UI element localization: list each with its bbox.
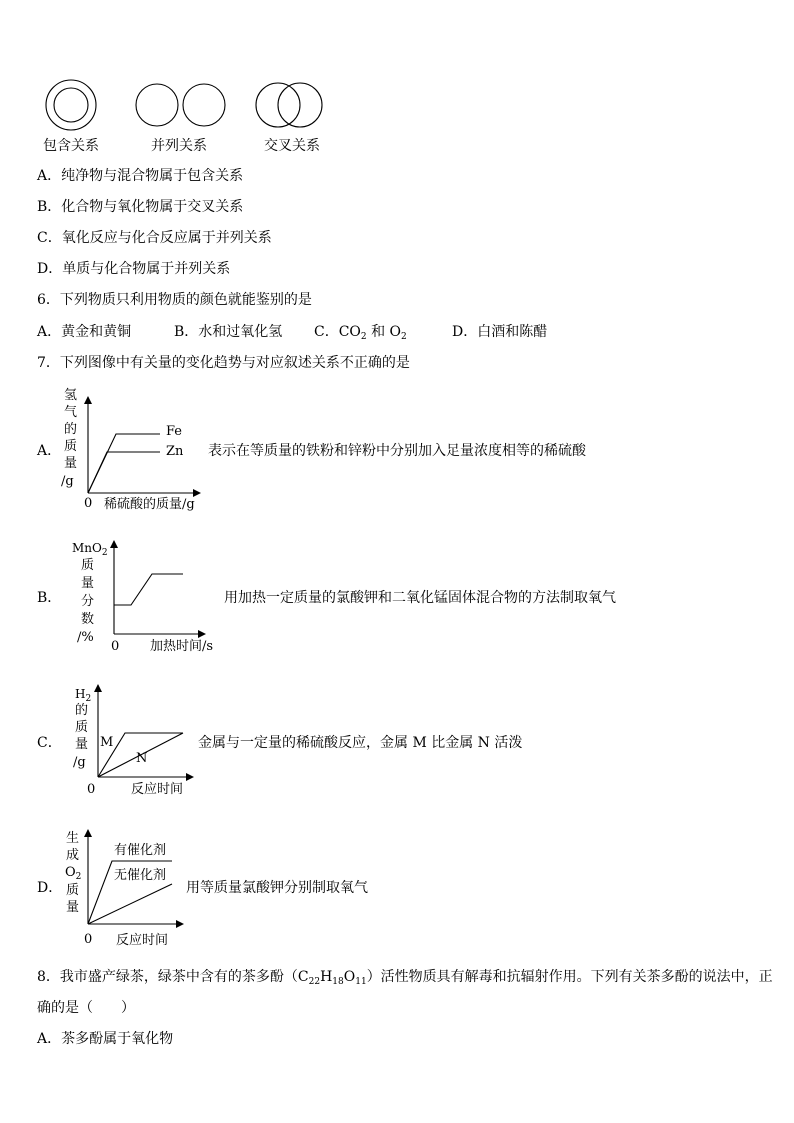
- graph-c-ylabel-4: /g: [73, 755, 86, 770]
- graph-a-ylabel-1: 氢: [64, 388, 78, 403]
- graph-c-origin: 0: [87, 782, 96, 797]
- q7-option-c-letter: C．: [37, 735, 62, 751]
- graph-d-ylabel-1: 生: [66, 831, 80, 846]
- formula-h: H: [320, 969, 333, 985]
- graph-b-origin: 0: [111, 639, 120, 654]
- graph-c-description: 金属与一定量的稀硫酸反应，金属 M 比金属 N 活泼: [198, 735, 523, 751]
- q8-stem-line2: 确的是（ ）: [37, 1000, 135, 1016]
- graph-a-zn-line: [88, 452, 160, 493]
- graph-b-ylabel-1: 质: [81, 558, 95, 573]
- q8-stem-line1: 8．我市盛产绿茶，绿茶中含有的茶多酚$(C_{22}H_{18}O_{11})$活性物质具有解毒和抗辐射作用。下列有关茶多酚的说法中，正: [37, 969, 773, 987]
- graph-d-ylabel-3: 质: [66, 883, 80, 898]
- graph-b-ylabel-2: 量: [81, 576, 95, 591]
- graph-a-ylabel-3: 的: [64, 422, 78, 437]
- formula-h-sub: 18: [332, 977, 344, 987]
- graph-c-series-m: M: [100, 735, 114, 750]
- q6-option-b: B．水和过氧化氢: [174, 324, 283, 340]
- graph-b-ylabel-5: /%: [77, 630, 94, 645]
- graph-a-ylabel-6: /g: [61, 474, 74, 489]
- graph-b-line: [114, 574, 183, 605]
- graph-c-series-n: N: [136, 751, 148, 766]
- graph-c-ytitle: $H_2$: [75, 687, 92, 704]
- formula-o: O: [343, 969, 356, 985]
- q6-option-c: C．$CO_2$ 和 $O_2$: [314, 324, 407, 342]
- graph-d-ylabel-2: 成: [66, 848, 80, 863]
- q5-option-c: C．氧化反应与化合反应属于并列关系: [37, 230, 272, 246]
- graph-d-origin: 0: [84, 932, 93, 947]
- graph-b-ytitle: MnO$_2$: [72, 541, 108, 558]
- q7-option-b-letter: B．: [37, 590, 62, 606]
- q6-option-a: A．黄金和黄铜: [37, 324, 132, 340]
- graph-d-series-no-catalyst: 无催化剂: [114, 868, 167, 883]
- formula-c-sub: 22: [308, 977, 321, 987]
- graph-d-ylabel-4: 量: [66, 900, 80, 915]
- q6-stem: 6．下列物质只利用物质的颜色就能鉴别的是: [37, 292, 312, 308]
- label-intersect: 交叉关系: [264, 138, 320, 154]
- graph-c-xlabel: 反应时间: [131, 782, 184, 797]
- q7-option-a-letter: A．: [37, 443, 62, 459]
- graph-a-ylabel-5: 量: [64, 456, 78, 471]
- graph-a-ylabel-2: 气: [64, 405, 78, 420]
- graph-d-description: 用等质量氯酸钾分别制取氧气: [186, 880, 368, 896]
- graph-a-ylabel-4: 质: [64, 439, 78, 454]
- graph-a-series-zn: Zn: [166, 444, 184, 459]
- graph-b-xlabel: 加热时间/s: [150, 639, 214, 654]
- q7-stem: 7．下列图像中有关量的变化趋势与对应叙述关系不正确的是: [37, 355, 410, 371]
- graph-d-series-catalyst: 有催化剂: [114, 843, 167, 858]
- graph-a-xlabel: 稀硫酸的质量/g: [104, 497, 195, 512]
- formula-o-sub: 11: [355, 977, 367, 987]
- graph-a-series-fe: Fe: [166, 424, 183, 439]
- q5-option-a: A．纯净物与混合物属于包含关系: [37, 168, 244, 184]
- graph-c-ylabel-3: 量: [75, 737, 89, 752]
- graph-a-origin: 0: [84, 496, 93, 511]
- graph-b-ylabel-4: 数: [81, 612, 95, 627]
- q6-option-d: D．白酒和陈醋: [452, 324, 548, 340]
- label-parallel: 并列关系: [151, 138, 207, 154]
- graph-c-ylabel-2: 质: [75, 720, 89, 735]
- q5-option-d: D．单质与化合物属于并列关系: [37, 261, 231, 277]
- q8-option-a: A．茶多酚属于氧化物: [37, 1031, 174, 1047]
- graph-c-ylabel-1: 的: [75, 703, 89, 718]
- graph-b-ylabel-3: 分: [81, 594, 95, 609]
- graph-d-xlabel: 反应时间: [116, 933, 169, 948]
- q5-option-b: B．化合物与氧化物属于交叉关系: [37, 199, 244, 215]
- graph-a-fe-line: [88, 434, 160, 493]
- q7-option-d-letter: D．: [37, 880, 63, 896]
- graph-b-description: 用加热一定质量的氯酸钾和二氧化锰固体混合物的方法制取氧气: [224, 590, 616, 606]
- graph-d-ylabel-o2: $O_2$: [65, 865, 82, 882]
- graph-a-description: 表示在等质量的铁粉和锌粉中分别加入足量浓度相等的稀硫酸: [208, 443, 586, 459]
- label-inclusion: 包含关系: [43, 138, 99, 154]
